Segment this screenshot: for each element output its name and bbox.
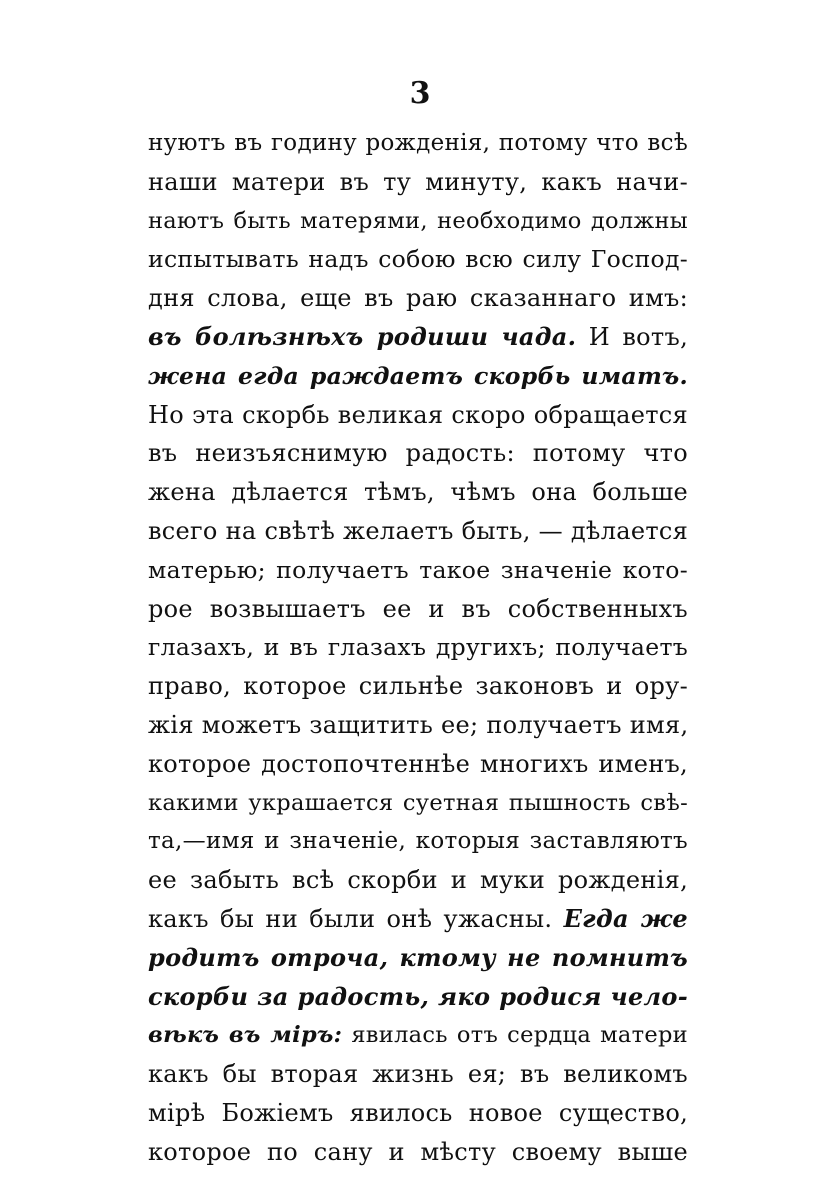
text-line: [148, 628, 688, 667]
text-segment: испытывать надъ собою всю силу Господ-: [148, 245, 688, 274]
text-segment: которое по сану и мѣсту своему выше: [148, 1137, 688, 1166]
text-line: [148, 1133, 688, 1172]
text-line: [148, 784, 688, 823]
text-line: [148, 1016, 688, 1055]
text-line: [148, 473, 688, 512]
text-segment: нуютъ въ годину рожденія, потому что всѣ: [148, 130, 688, 156]
text-line: [148, 551, 688, 590]
text-line: [148, 706, 688, 745]
text-segment: мірѣ Божіемъ явилось новое существо,: [148, 1098, 688, 1127]
text-segment: матерью; получаетъ такое значеніе кото-: [148, 555, 688, 584]
text-line: [148, 861, 688, 900]
text-line: [148, 396, 688, 435]
text-line: [148, 1094, 688, 1133]
text-segment: какими украшается суетная пышность свѣ-: [148, 789, 688, 816]
text-line: [148, 357, 688, 396]
text-segment: наютъ быть матерями, необходимо должны: [148, 207, 688, 234]
text-line: [148, 434, 688, 473]
text-segment: наши матери въ ту минуту, какъ начи-: [148, 167, 688, 196]
italic-quote-segment: вѣкъ въ міръ:: [148, 1022, 343, 1049]
italic-quote-segment: скорби за радость, яко родися чело-: [148, 981, 688, 1011]
text-line: [148, 978, 688, 1017]
text-line: [148, 939, 688, 978]
text-line: [148, 745, 688, 784]
text-segment: Но эта скорбь великая скоро обращается: [148, 400, 688, 429]
text-segment: дня слова, еще въ раю сказаннаго имъ:: [148, 284, 688, 313]
text-segment: какъ бы ни были онѣ ужасны.: [148, 904, 564, 933]
text-segment: всего на свѣтѣ желаетъ быть, — дѣлается: [148, 516, 689, 545]
text-segment: право, которое сильнѣе законовъ и ору-: [148, 672, 688, 701]
text-line: [148, 512, 688, 551]
body-text: [148, 124, 688, 1172]
page-number: 3: [409, 76, 431, 111]
text-line: [148, 163, 688, 202]
text-segment: И вотъ,: [576, 322, 688, 351]
text-line: [148, 590, 688, 629]
italic-quote-segment: Егда же: [563, 903, 689, 933]
italic-quote-segment: въ болѣзнѣхъ родиши чада.: [148, 321, 577, 351]
text-line: [148, 822, 688, 861]
text-line: [148, 1055, 688, 1094]
text-line: [148, 124, 688, 163]
text-segment: въ неизъяснимую радость: потому что: [148, 439, 688, 468]
text-line: [148, 318, 688, 357]
text-line: [148, 900, 688, 939]
italic-quote-segment: жена егда раждаетъ скорбь иматъ.: [148, 361, 688, 390]
text-segment: рое возвышаетъ ее и въ собственныхъ: [148, 594, 688, 623]
text-segment: явилась отъ сердца матери: [342, 1022, 688, 1049]
text-segment: глазахъ, и въ глазахъ другихъ; получаетъ: [148, 633, 688, 662]
text-line: [148, 667, 688, 706]
text-segment: та,—имя и значеніе, которыя заставляютъ: [148, 828, 688, 855]
text-segment: какъ бы вторая жизнь ея; въ великомъ: [148, 1060, 688, 1089]
text-segment: жія можетъ защитить ее; получаетъ имя,: [148, 710, 689, 739]
text-segment: жена дѣлается тѣмъ, чѣмъ она больше: [148, 478, 688, 507]
text-line: [148, 202, 688, 241]
italic-quote-segment: родитъ отроча, ктому не помнитъ: [148, 942, 688, 972]
text-line: [148, 279, 688, 318]
text-segment: ее забыть всѣ скорби и муки рожденія,: [148, 866, 688, 895]
text-segment: которое достопочтеннѣе многихъ именъ,: [148, 749, 688, 778]
text-line: [148, 240, 688, 279]
